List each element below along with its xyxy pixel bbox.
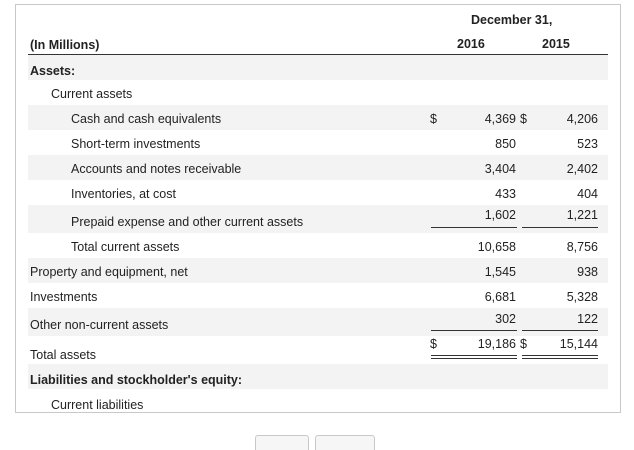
subtotal-rule	[431, 330, 517, 331]
value-2015: 8,756	[566, 240, 598, 254]
row-label: Other non-current assets	[30, 318, 169, 332]
value-2015: 938	[577, 265, 598, 279]
header-2015: 2015	[542, 37, 570, 51]
value-2016: 1,602	[484, 208, 516, 222]
next-button[interactable]	[315, 435, 375, 450]
row-label: Investments	[30, 290, 98, 304]
total-double-rule	[522, 358, 598, 359]
currency-symbol: $	[430, 112, 437, 126]
subtotal-rule	[522, 227, 598, 228]
value-2016: 1,545	[484, 265, 516, 279]
header-period: December 31,	[471, 13, 553, 27]
value-2016: 19,186	[477, 337, 516, 351]
value-2015: 4,206	[566, 112, 598, 126]
row-label: Accounts and notes receivable	[71, 162, 242, 176]
row-label: Inventories, at cost	[71, 187, 176, 201]
row-label: Assets:	[30, 64, 76, 78]
currency-symbol: $	[520, 337, 527, 351]
row-label: Property and equipment, net	[30, 265, 188, 279]
value-2015: 404	[577, 187, 598, 201]
subtotal-rule	[431, 227, 517, 228]
value-2016: 6,681	[484, 290, 516, 304]
value-2015: 1,221	[566, 208, 598, 222]
value-2015: 5,328	[566, 290, 598, 304]
header-units: (In Millions)	[30, 38, 100, 52]
total-double-rule	[431, 355, 517, 356]
value-2016: 4,369	[484, 112, 516, 126]
value-2016: 3,404	[484, 162, 516, 176]
currency-symbol: $	[520, 112, 527, 126]
previous-button[interactable]	[255, 435, 309, 450]
row-label: Current assets	[51, 87, 133, 101]
currency-symbol: $	[430, 337, 437, 351]
row-label: Short-term investments	[71, 137, 201, 151]
total-double-rule	[431, 358, 517, 359]
row-label: Current liabilities	[51, 398, 144, 412]
value-2015: 2,402	[566, 162, 598, 176]
value-2016: 433	[495, 187, 516, 201]
row-label: Total current assets	[71, 240, 180, 254]
value-2015: 122	[577, 312, 598, 326]
value-2015: 15,144	[559, 337, 598, 351]
value-2015: 523	[577, 137, 598, 151]
row-label: Prepaid expense and other current assets	[71, 215, 304, 229]
value-2016: 302	[495, 312, 516, 326]
row-label: Liabilities and stockholder's equity:	[30, 373, 243, 387]
row-label: Cash and cash equivalents	[71, 112, 222, 126]
header-2016: 2016	[457, 37, 485, 51]
row-stripes	[28, 55, 608, 415]
total-double-rule	[522, 355, 598, 356]
subtotal-rule	[522, 330, 598, 331]
row-label: Total assets	[30, 348, 97, 362]
balance-sheet-panel	[15, 4, 621, 413]
value-2016: 850	[495, 137, 516, 151]
value-2016: 10,658	[477, 240, 516, 254]
